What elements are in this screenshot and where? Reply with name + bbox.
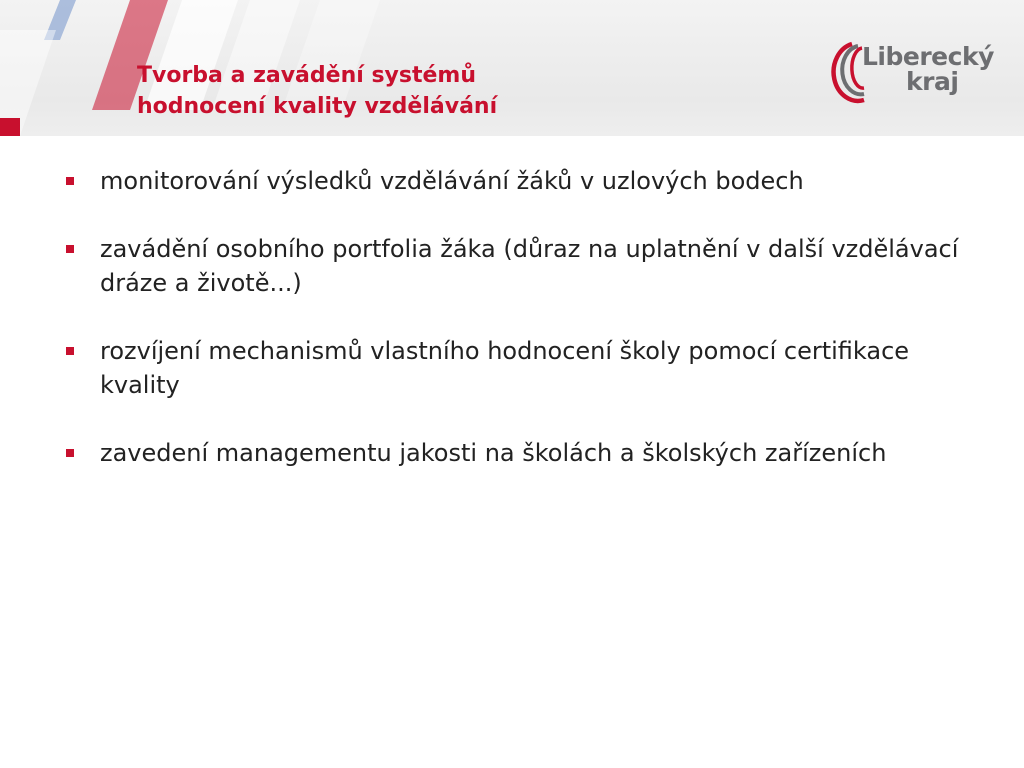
liberecky-kraj-logo — [826, 38, 996, 104]
square-bullet-icon — [66, 245, 74, 253]
bullet-text: zavedení managementu jakosti na školách a školských zařízeních — [100, 439, 887, 467]
bullet-item — [66, 334, 966, 402]
square-bullet-icon — [66, 347, 74, 355]
bullet-item — [66, 232, 966, 300]
logo-text-kraj: kraj — [906, 67, 959, 96]
bullet-text: rozvíjení mechanismů vlastního hodnocení školy pomocí certifikace kvality — [100, 337, 910, 399]
bullet-item — [66, 164, 966, 198]
bullet-item — [66, 436, 966, 470]
square-bullet-icon — [66, 449, 74, 457]
slide-title — [137, 60, 497, 122]
slide-title-line1: Tvorba a zavádění systémů — [137, 63, 476, 88]
bullet-text: zavádění osobního portfolia žáka (důraz na uplatnění v další vzdělávací dráze a životě...) — [100, 235, 959, 297]
logo-text-liberecky: Liberecký — [862, 42, 994, 71]
bullet-list — [66, 164, 966, 504]
red-corner-block — [0, 118, 20, 136]
bullet-text: monitorování výsledků vzdělávání žáků v uzlových bodech — [100, 167, 804, 195]
square-bullet-icon — [66, 177, 74, 185]
slide-title-line2: hodnocení kvality vzdělávání — [137, 94, 498, 119]
logo-mark-icon — [826, 38, 866, 104]
